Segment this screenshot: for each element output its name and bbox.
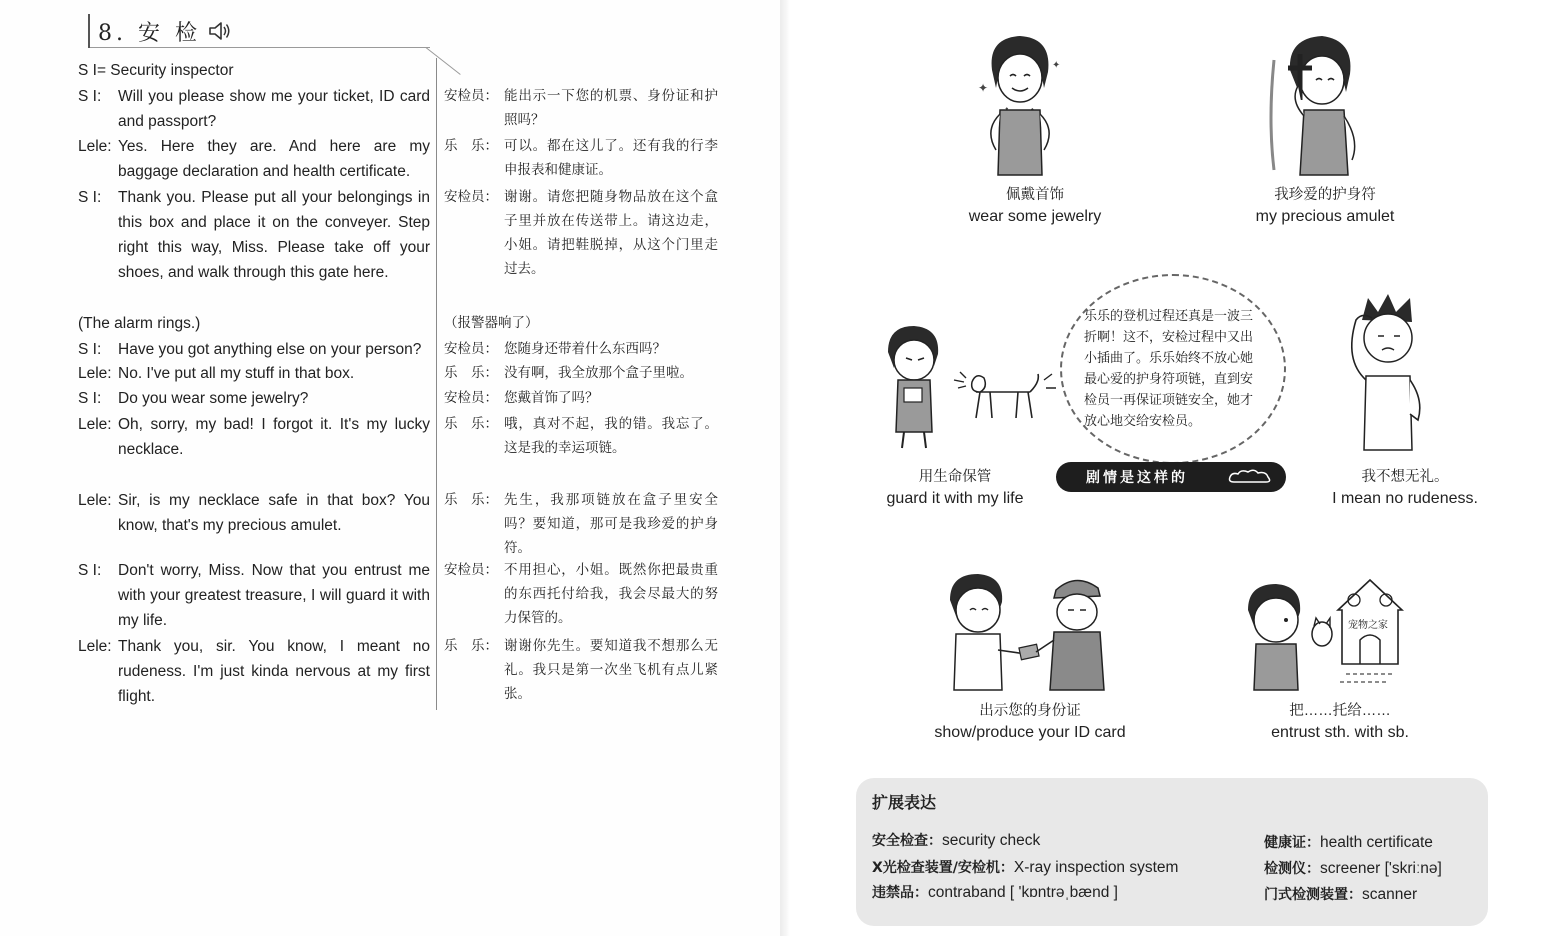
dialogue-en-text: Thank you. Please put all your belongings in this box and place it on the conveyer. Step right this way, Miss. Please take off your shoes, and walk through this gate here.	[118, 189, 430, 281]
dialogue-en-speaker: Lele:	[78, 365, 112, 382]
expression-term: 违禁品：	[872, 885, 928, 901]
expanded-expressions-box	[856, 778, 1488, 926]
expression-item	[872, 857, 1178, 877]
expression-value: security check	[942, 832, 1041, 849]
header-diagonal	[425, 47, 460, 75]
dialogue-en-speaker: Lele:	[78, 638, 112, 655]
lesson-title-tab	[88, 14, 231, 48]
illustration-caption	[940, 184, 1130, 228]
dialogue-zh-speaker: 乐 乐：	[444, 416, 498, 432]
expression-term: 门式检测装置：	[1264, 887, 1362, 903]
dialogue-en-speaker: S I:	[78, 88, 102, 105]
caption-en: I mean no rudeness.	[1332, 490, 1478, 507]
dialogue-en-text: Yes. Here they are. And here are my baggage declaration and health certificate.	[118, 138, 430, 180]
dialogue-en-speaker: Lele:	[78, 138, 112, 155]
story-bubble-text: 乐乐的登机过程还真是一波三折啊！这不，安检过程中又出小插曲了。乐乐始终不放心她最心爱的护身符项链，直到安检员一再保证项链安全，她才放心地交给安检员。	[1084, 309, 1254, 429]
dialogue-zh-row	[444, 412, 718, 460]
guard-girl-dog-illustration	[880, 322, 1070, 452]
expression-item	[872, 830, 1040, 850]
caption-zh: 把……托给……	[1289, 703, 1391, 719]
lesson-title: 8. 安 检	[98, 20, 201, 46]
dialogue-en-speaker: Lele:	[78, 416, 112, 433]
dialogue-en-text: (The alarm rings.)	[78, 315, 201, 332]
expression-term: X光检查装置/安检机：	[872, 860, 1014, 876]
dialogue-zh-row	[444, 386, 718, 410]
caption-zh: 我不想无礼。	[1361, 469, 1449, 485]
dialogue-zh-row	[444, 361, 718, 385]
expression-term: 安全检查：	[872, 833, 942, 849]
dialogue-en-text: S I= Security inspector	[78, 62, 234, 79]
dialogue-zh-speaker: 乐 乐：	[444, 138, 498, 154]
dialogue-en-row	[78, 634, 430, 709]
dialogue-zh-speaker: 乐 乐：	[444, 638, 498, 654]
svg-text:✦: ✦	[1052, 60, 1061, 71]
dialogue-zh-row	[444, 558, 718, 630]
dialogue-zh-text: 不用担心，小姐。既然你把最贵重的东西托付给我，我会尽最大的努力保管的。	[504, 562, 718, 626]
illustration-caption	[910, 700, 1150, 744]
dialogue-zh-text: 哦，真对不起，我的错。我忘了。这是我的幸运项链。	[504, 416, 718, 456]
dialogue-zh-speaker: 安检员：	[444, 189, 498, 205]
expression-item	[1264, 832, 1433, 852]
expression-value: health certificate	[1320, 834, 1433, 851]
story-badge-label: 剧情是这样的	[1086, 470, 1188, 486]
dialogue-en-row	[78, 84, 430, 134]
dialogue-en-speaker: S I:	[78, 390, 102, 407]
caption-zh: 我珍爱的护身符	[1274, 187, 1376, 203]
dialogue-zh-row	[444, 337, 718, 361]
illustration-caption	[1310, 466, 1500, 510]
dialogue-zh-row	[444, 634, 718, 706]
dialogue-en-row	[78, 311, 430, 336]
dialogue-en-text: Sir, is my necklace safe in that box? You know, that's my precious amulet.	[118, 492, 430, 534]
lesson-header	[88, 14, 438, 62]
dialogue-zh-speaker: 乐 乐：	[444, 492, 498, 508]
dialogue-en-row	[78, 488, 430, 538]
story-badge	[1056, 462, 1286, 492]
dialogue-en-speaker: Lele:	[78, 492, 112, 509]
amulet-girl-illustration	[1260, 30, 1370, 180]
dialogue-zh-speaker: 安检员：	[444, 88, 498, 104]
jewelry-girl-illustration	[970, 30, 1070, 180]
dialogue-zh-row	[444, 185, 718, 281]
caption-zh: 佩戴首饰	[1006, 187, 1064, 203]
expression-value: contraband [ 'kɒntrəˌbænd ]	[928, 884, 1118, 901]
dialogue-en-row	[78, 558, 430, 633]
dialogue-zh-text: 可以。都在这儿了。还有我的行李申报表和健康证。	[504, 138, 718, 178]
dialogue-zh-row	[444, 134, 718, 182]
expression-item	[1264, 858, 1442, 878]
illustration-caption	[860, 466, 1050, 510]
dialogue-zh-text: 您随身还带着什么东西吗？	[504, 341, 666, 357]
expression-value: screener ['skriːnə]	[1320, 860, 1442, 877]
dialogue-en-text: Thank you, sir. You know, I meant no rudeness. I'm just kinda nervous at my first flight.	[118, 638, 430, 705]
caption-zh: 用生命保管	[918, 469, 992, 485]
dialogue-en-text: Don't worry, Miss. Now that you entrust me with your greatest treasure, I will guard it with my life.	[118, 562, 430, 629]
dialogue-en-text: No. I've put all my stuff in that box.	[118, 365, 355, 382]
dialogue-zh-speaker: 安检员：	[444, 562, 498, 578]
dialogue-zh-text: 能出示一下您的机票、身份证和护照吗？	[504, 88, 718, 128]
header-rule	[90, 47, 430, 48]
svg-text:✦: ✦	[978, 81, 989, 95]
dialogue-zh-text: 您戴首饰了吗？	[504, 390, 599, 406]
dialogue-en-row	[78, 58, 430, 83]
dialogue-zh-speaker: 乐 乐：	[444, 365, 498, 381]
dialogue-en-row	[78, 134, 430, 184]
speaker-icon[interactable]	[207, 20, 231, 42]
dialogue-en-speaker: S I:	[78, 341, 102, 358]
expression-value: X-ray inspection system	[1013, 859, 1179, 876]
illustration-caption	[1220, 184, 1430, 228]
caption-en: show/produce your ID card	[934, 724, 1126, 741]
expression-term: 健康证：	[1264, 835, 1320, 851]
dialogue-zh-text: （报警器响了）	[444, 315, 539, 331]
dialogue-en-text: Have you got anything else on your person?	[118, 341, 422, 358]
dialogue-en-text: Will you please show me your ticket, ID card and passport?	[118, 88, 430, 130]
dialogue-en-text: Do you wear some jewelry?	[118, 390, 309, 407]
caption-zh: 出示您的身份证	[979, 703, 1081, 719]
page-gutter	[780, 0, 790, 936]
dialogue-en-speaker: S I:	[78, 562, 102, 579]
boy-scratching-head-illustration	[1338, 290, 1448, 460]
cloud-icon	[1228, 469, 1272, 485]
dialogue-en-row	[78, 185, 430, 285]
caption-en: entrust sth. with sb.	[1271, 724, 1409, 741]
caption-en: guard it with my life	[886, 490, 1024, 507]
dialogue-zh-row	[444, 84, 718, 132]
dialogue-zh-speaker: 安检员：	[444, 390, 498, 406]
dialogue-en-text: Oh, sorry, my bad! I forgot it. It's my lucky necklace.	[118, 416, 430, 458]
caption-en: my precious amulet	[1255, 208, 1395, 225]
dialogue-en-speaker: S I:	[78, 189, 102, 206]
dialogue-zh-text: 没有啊，我全放那个盒子里啦。	[504, 365, 693, 381]
dialogue-en-row	[78, 412, 430, 462]
svg-text:宠物之家: 宠物之家	[1348, 620, 1388, 631]
dialogue-en-row	[78, 386, 430, 411]
expression-term: 检测仪：	[1264, 861, 1320, 877]
dialogue-zh-row	[444, 311, 718, 335]
illustration-caption	[1230, 700, 1450, 744]
expression-item	[872, 882, 1118, 902]
dialogue-zh-row	[444, 488, 718, 560]
entrust-pet-illustration	[1242, 570, 1422, 695]
dialogue-en-row	[78, 361, 430, 386]
column-divider	[436, 58, 437, 710]
dialogue-en-row	[78, 337, 430, 362]
expressions-title: 扩展表达	[872, 793, 937, 812]
dialogue-zh-speaker: 安检员：	[444, 341, 498, 357]
show-id-card-illustration	[940, 570, 1120, 695]
dialogue-zh-text: 谢谢。请您把随身物品放在这个盒子里并放在传送带上。请这边走，小姐。请把鞋脱掉，从这个门里走过去。	[504, 189, 718, 277]
caption-en: wear some jewelry	[968, 208, 1102, 225]
expression-item	[1264, 884, 1417, 904]
dialogue-zh-text: 谢谢你先生。要知道我不想那么无礼。我只是第一次坐飞机有点儿紧张。	[504, 638, 718, 702]
dialogue-zh-text: 先生，我那项链放在盒子里安全吗？要知道，那可是我珍爱的护身符。	[504, 492, 718, 556]
expression-value: scanner	[1362, 886, 1418, 903]
right-page	[790, 0, 1560, 936]
